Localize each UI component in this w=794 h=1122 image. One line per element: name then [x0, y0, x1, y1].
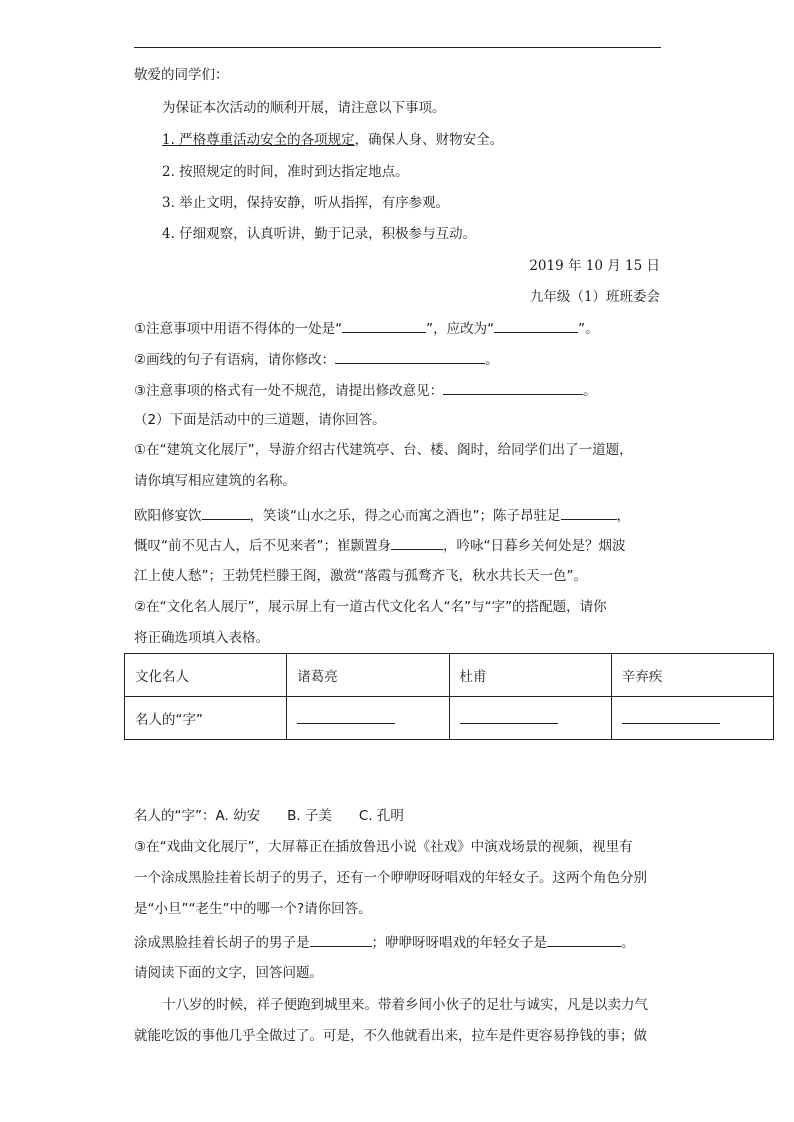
- table-row: [125, 697, 774, 740]
- answer-blank[interactable]: [391, 535, 443, 550]
- name-style-table: [124, 653, 774, 740]
- notice-item-1: 1. 严格尊重活动安全的各项规定，确保人身、财物安全。: [162, 132, 504, 148]
- table-cell: 诸葛亮: [287, 654, 449, 697]
- header-rule: [134, 47, 661, 48]
- answer-blank[interactable]: [335, 349, 485, 364]
- notice-item-2: 2. 按照规定的时间，准时到达指定地点。: [162, 164, 409, 180]
- famous-prompt-2: 将正确选项填入表格。: [134, 630, 269, 646]
- answer-blank[interactable]: [561, 505, 617, 520]
- question-2: ②画线的句子有语病，请你修改： 。: [134, 349, 499, 370]
- table-cell: [287, 697, 449, 740]
- table-row: [125, 654, 774, 697]
- table-cell: 文化名人: [125, 654, 287, 697]
- opera-prompt-3: 是“小旦”“老生”中的哪一个?请你回答。: [134, 901, 372, 917]
- opera-answer-line: 涂成黑脸挂着长胡子的男子是 ；咿咿呀呀唱戏的年轻女子是 。: [134, 932, 635, 953]
- options-line: 名人的“字”：A. 幼安 B. 子美 C. 孔明: [134, 808, 404, 824]
- notice-intro: 为保证本次活动的顺利开展，请注意以下事项。: [162, 100, 446, 116]
- table-cell: [611, 697, 773, 740]
- notice-item-3: 3. 举止文明，保持安静，听从指挥，有序参观。: [162, 195, 450, 211]
- notice-signature: 九年级（1）班班委会: [529, 289, 660, 305]
- architecture-prompt-2: 请你填写相应建筑的名称。: [134, 473, 296, 489]
- answer-blank[interactable]: [547, 932, 621, 947]
- answer-blank[interactable]: [310, 932, 372, 947]
- passage-line-1: 十八岁的时候，祥子便跑到城里来。带着乡间小伙子的足壮与诚实，凡是以卖力气: [162, 997, 648, 1013]
- table-cell: 辛弃疾: [611, 654, 773, 697]
- famous-prompt-1: ②在“文化名人展厅”，展示屏上有一道古代文化名人“名”与“字”的搭配题，请你: [134, 599, 607, 615]
- opera-prompt-1: ③在“戏曲文化展厅”，大屏幕正在插放鲁迅小说《社戏》中演戏场景的视频，视里有: [134, 839, 633, 855]
- answer-blank[interactable]: [202, 505, 250, 520]
- architecture-prompt-1: ①在“建筑文化展厅”，导游介绍古代建筑亭、台、楼、阁时，给同学们出了一道题，: [134, 442, 633, 458]
- answer-blank[interactable]: [622, 709, 720, 724]
- architecture-line-1: 欧阳修宴饮 ，笑谈“山水之乐，得之心而寓之酒也”；陈子昂驻足 ，: [134, 505, 630, 526]
- part-2-heading: （2）下面是活动中的三道题，请你回答。: [134, 412, 386, 428]
- architecture-line-3: 江上使人愁”；王勃凭栏滕王阁，激赏“落霞与孤鹜齐飞，秋水共长天一色”。: [134, 568, 587, 584]
- passage-line-2: 就能吃饭的事他几乎全做过了。可是，不久他就看出来，拉车是件更容易挣钱的事；做: [134, 1028, 647, 1044]
- answer-blank[interactable]: [297, 709, 395, 724]
- notice-item-4: 4. 仔细观察，认真听讲，勤于记录，积极参与互动。: [162, 226, 477, 242]
- answer-blank[interactable]: [443, 380, 583, 395]
- architecture-line-2: 慨叹“前不见古人，后不见来者”；崔颢置身 ，吟咏“日暮乡关何处是？烟波: [134, 535, 626, 556]
- reading-prompt: 请阅读下面的文字，回答问题。: [134, 965, 323, 981]
- answer-blank[interactable]: [494, 318, 578, 333]
- table-cell: [449, 697, 611, 740]
- underlined-sentence: 1. 严格尊重活动安全的各项规定: [162, 132, 355, 148]
- table-cell: 杜甫: [449, 654, 611, 697]
- answer-blank[interactable]: [460, 709, 558, 724]
- question-3: ③注意事项的格式有一处不规范，请提出修改意见： 。: [134, 380, 597, 401]
- greeting: 敬爱的同学们：: [134, 67, 229, 83]
- notice-date: 2019 年 10 月 15 日: [529, 258, 660, 274]
- table-cell: 名人的“字”: [125, 697, 287, 740]
- answer-blank[interactable]: [342, 318, 426, 333]
- opera-prompt-2: 一个涂成黑脸挂着长胡子的男子，还有一个咿咿呀呀唱戏的年轻女子。这两个角色分别: [134, 870, 647, 886]
- question-1: ①注意事项中用语不得体的一处是“ ”，应改为“ ”。: [134, 318, 599, 339]
